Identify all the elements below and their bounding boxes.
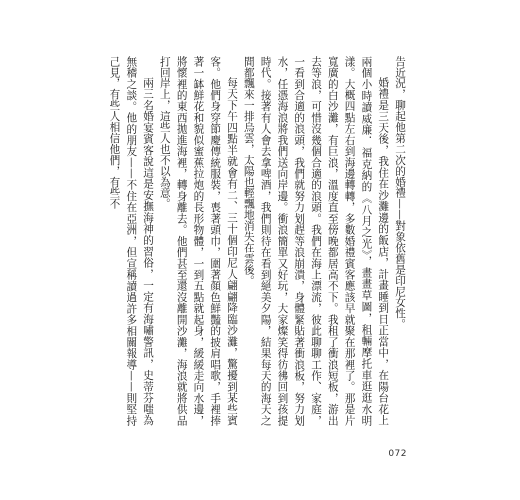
paragraph-4: 兩三名婚宴賓客說這是安撫海神的習俗，一定有海嘯警訊，史蒂芬嗤為無稽之談。他的朋友——不住在亞洲，但宣稱讀過許多相關報導——則堅持己見，有些人相信他們，有些不 — [108, 56, 155, 426]
paragraph-2: 婚禮是三天後，我住在沙灘邊的飯店，計畫睡到日正當中，在陽台花上兩個小時讀威廉．福克納的《八月之光》，畫畫草圖，租輛摩托車逛逛水明漾。大概四點左右到海邊轉轉，多數婚禮賓客應該早就聚在那裡了。那是片寬廣的白沙灘，有巨浪，溫度直至傍晚都居高不下。我租了衝浪短板，游出去等浪，可惜沒幾個合適的浪頭。我們在海上漂流，彼此聊聊工作、家庭，一看到合適的浪頭，我們就努力划趕等浪崩潰，身體緊貼著衝浪板，努力划水，任憑海浪將我們送向岸邊。衝浪簡單又好玩，大家燦笑得彷彿回到孩提時代。接著有人會去拿啤酒，我們則待在看到絕美夕陽，結果每天的海天之間都飄來一排烏雲，太陽也輕飄地消失在雲後。 — [242, 56, 390, 426]
page-number: 072 — [388, 449, 407, 459]
paragraph-3: 每天下午四點半就會有二、三十個印尼人翩翩降臨沙灘，驚擾到某些賓客。他們身穿節慶傳統服裝，喪著頭巾，圍著顏色鮮豔的披肩唱歌，手裡捧著一缽鮮花和貌似蜜蕉拉炮的長形物體，一到五點就起身，緩緩走向水邊，將懷裡的東西拋進海裡，轉身離去。他們甚至還沒離開沙灘，海浪就將供品打回岸上，這些人也不以為意。 — [158, 56, 239, 426]
vertical-text-column-block — [108, 56, 408, 426]
paragraph-1: 告近況，聊起他第二次的婚禮——對象依舊是印尼女性。 — [394, 56, 406, 330]
